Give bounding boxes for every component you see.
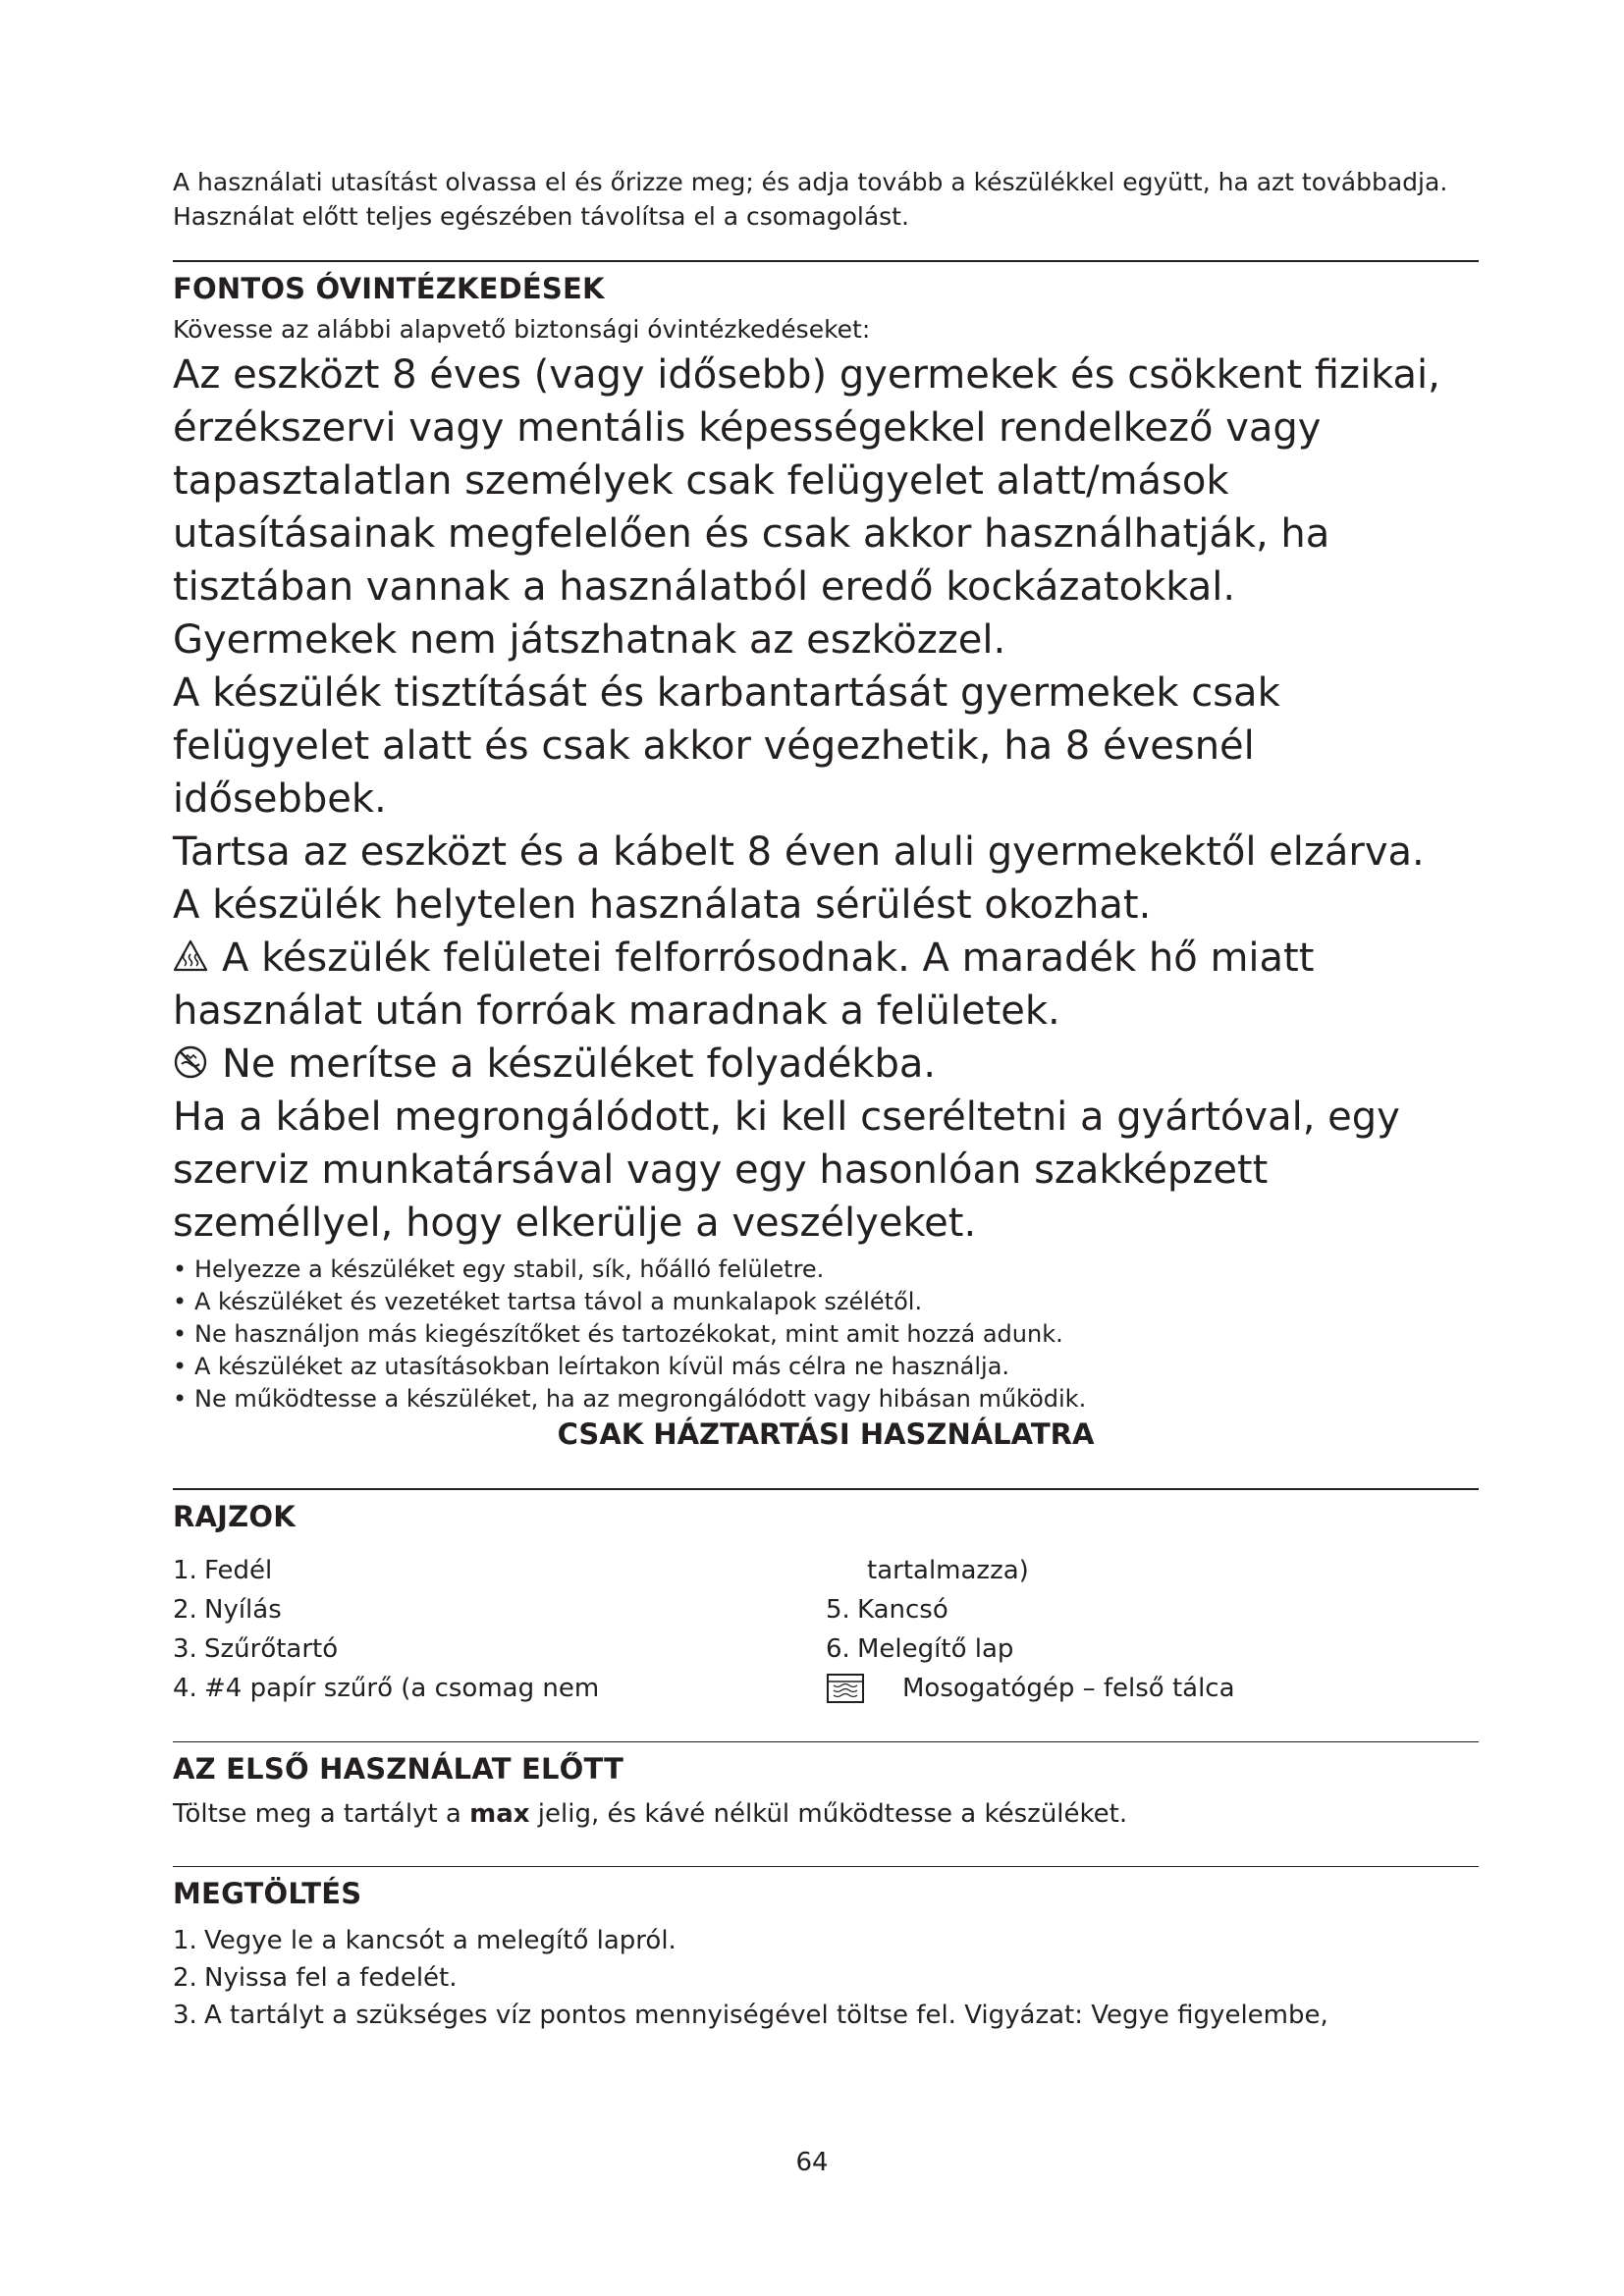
page-number: 64 xyxy=(795,2148,829,2177)
manual-page xyxy=(173,165,1479,2034)
precaution-paragraph: A készülék helytelen használata sérülést okozhat. xyxy=(173,882,1152,928)
precautions-large-text xyxy=(173,348,1479,1250)
precaution-paragraph: A készülék tisztítását és karbantartását gyermekek csak felügyelet alatt és csak akkor végezhetik, ha 8 évesnél idősebbek. xyxy=(173,670,1280,822)
precautions-heading: FONTOS ÓVINTÉZKEDÉSEK xyxy=(173,272,605,305)
precautions-bullet-list xyxy=(173,1254,1479,1415)
dishwasher-item xyxy=(826,1669,1235,1708)
precaution-paragraph: Ha a kábel megrongálódott, ki kell cseréltetni a gyártóval, egy szerviz munkatársával vagy egy hasonlóan szakképzett személlyel, hogy elkerülje a veszélyeket. xyxy=(173,1095,1400,1246)
intro-text: A használati utasítást olvassa el és őrizze meg; és adja tovább a készülékkel együtt, ha azt továbbadja. Használat előtt teljes egészében távolítsa el a csomagolást. xyxy=(173,168,1448,231)
list-item: 1. Fedél xyxy=(173,1556,273,1585)
list-item: 2. Nyissa fel a fedelét. xyxy=(173,1963,458,1993)
do-not-immerse-icon xyxy=(173,1044,208,1080)
filling-heading: MEGTÖLTÉS xyxy=(173,1877,362,1910)
list-item: 5. Kancsó xyxy=(826,1595,948,1625)
list-item: 3. Szűrőtartó xyxy=(173,1634,339,1664)
precaution-paragraph: Az eszközt 8 éves (vagy idősebb) gyermekek és csökkent fizikai, érzékszervi vagy mentális képességekkel rendelkező vagy tapasztalatlan személyek csak felügyelet alatt/mások utasításainak megfelelően és csak akkor használhatják, ha tisztában vannak a használatból eredő kockázatokkal. xyxy=(173,352,1440,610)
list-item: • A készüléket és vezetéket tartsa távol a munkalapok szélétől. xyxy=(173,1286,1479,1318)
list-item: 3. A tartályt a szükséges víz pontos mennyiségével töltse fel. Vigyázat: Vegye figyelembe, xyxy=(173,2001,1328,2030)
hot-surface-warning-icon xyxy=(173,938,208,974)
precaution-paragraph: Gyermekek nem játszhatnak az eszközzel. xyxy=(173,617,1006,663)
parts-column-left xyxy=(173,1551,826,1716)
list-item: 4. #4 papír szűrő (a csomag nem xyxy=(173,1674,600,1703)
list-item-continuation: tartalmazza) xyxy=(867,1556,1029,1585)
drawings-heading: RAJZOK xyxy=(173,1500,296,1533)
list-item: • Ne működtesse a készüléket, ha az megrongálódott vagy hibásan működik. xyxy=(173,1383,1479,1415)
section-divider xyxy=(173,260,1479,262)
filling-steps xyxy=(173,1922,1479,2034)
first-use-text: Töltse meg a tartályt a max jelig, és kávé nélkül működtesse a készüléket. xyxy=(173,1799,1128,1829)
no-immerse-warning xyxy=(173,1038,1479,1091)
list-item: • Helyezze a készüléket egy stabil, sík, hőálló felületre. xyxy=(173,1254,1479,1286)
section-divider xyxy=(173,1866,1479,1867)
household-use-heading: CSAK HÁZTARTÁSI HASZNÁLATRA xyxy=(557,1417,1095,1451)
first-use-heading: AZ ELSŐ HASZNÁLAT ELŐTT xyxy=(173,1752,624,1786)
precautions-subtitle: Kövesse az alábbi alapvető biztonsági óvintézkedéseket: xyxy=(173,315,871,344)
list-item: 1. Vegye le a kancsót a melegítő lapról. xyxy=(173,1926,677,1955)
precaution-paragraph: Tartsa az eszközt és a kábelt 8 éven aluli gyermekektől elzárva. xyxy=(173,829,1425,875)
dishwasher-text: Mosogatógép – felső tálca xyxy=(902,1674,1235,1703)
no-immerse-text: Ne merítse a készüléket folyadékba. xyxy=(222,1041,937,1087)
list-item: • Ne használjon más kiegészítőket és tartozékokat, mint amit hozzá adunk. xyxy=(173,1318,1479,1351)
list-item: 6. Melegítő lap xyxy=(826,1634,1014,1664)
hot-surface-warning xyxy=(173,932,1479,1038)
section-divider xyxy=(173,1488,1479,1490)
list-item: • A készüléket az utasításokban leírtakon kívül más célra ne használja. xyxy=(173,1351,1479,1383)
max-mark: max xyxy=(469,1799,530,1829)
drawings-parts-list xyxy=(173,1551,1479,1716)
parts-column-right xyxy=(826,1551,1479,1716)
list-item: 2. Nyílás xyxy=(173,1595,282,1625)
hot-surface-warning-text: A készülék felületei felforrósodnak. A maradék hő miatt használat után forróak maradnak a felületek. xyxy=(173,935,1315,1034)
section-divider xyxy=(173,1741,1479,1742)
dishwasher-top-rack-icon xyxy=(826,1673,865,1704)
